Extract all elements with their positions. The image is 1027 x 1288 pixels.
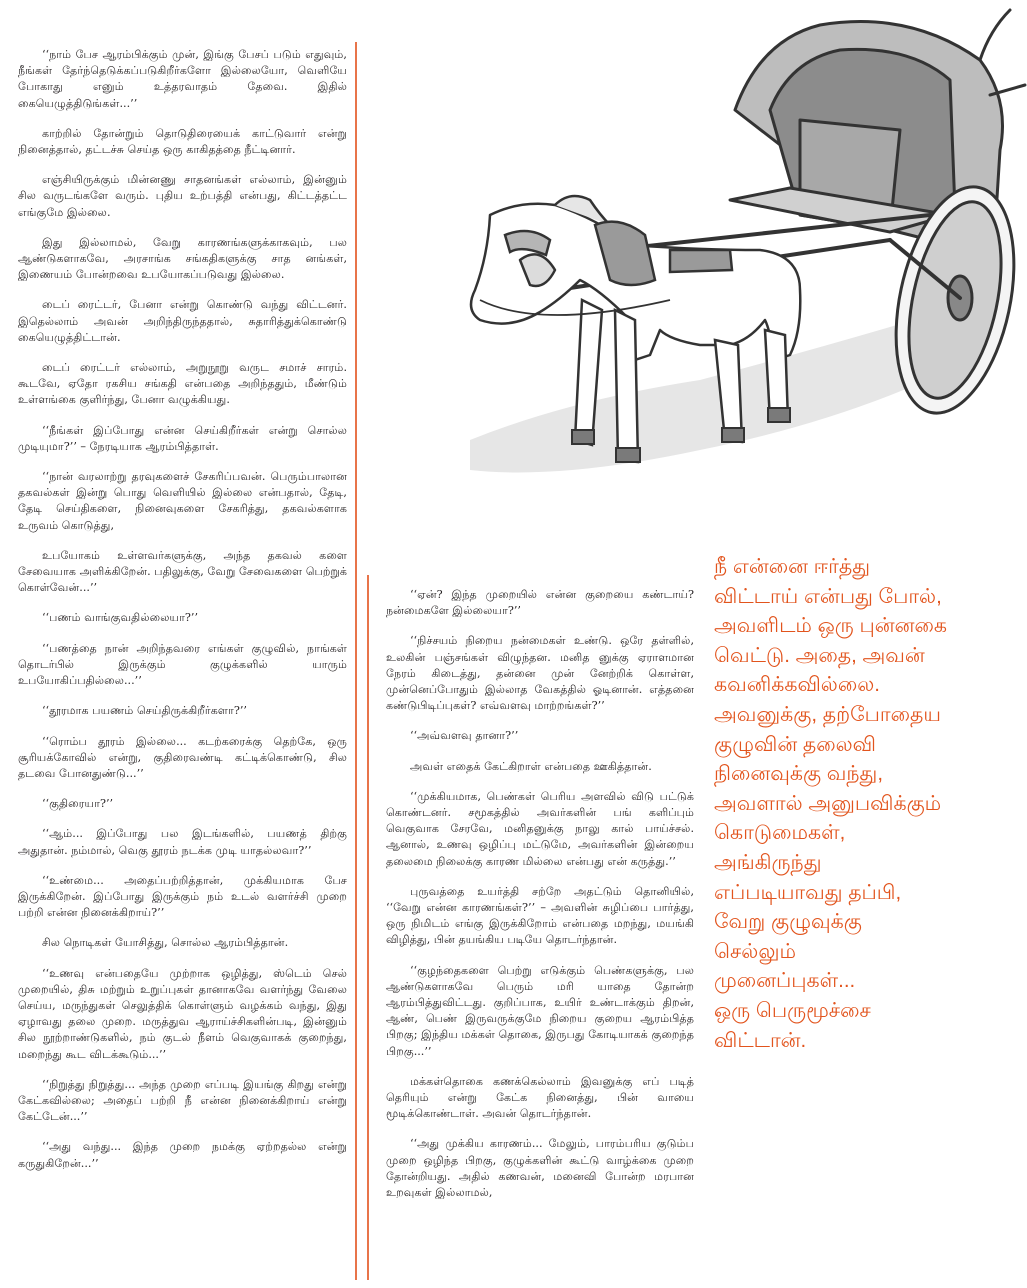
col1-paragraph-9: உபயோகம் உள்ளவர்களுக்கு, அந்த தகவல் களை சேவையாக அளிக்கிறேன். பதிலுக்கு, வேறு சேவைகளை பெற்றுக் கொள்வேன்...’’ bbox=[18, 548, 347, 595]
pull-quote-line: அவளிடம் ஒரு புன்னகை bbox=[714, 614, 947, 638]
article-column-1 bbox=[18, 47, 347, 1279]
pull-quote-line: அவனுக்கு, தற்போதைய bbox=[714, 702, 941, 726]
col2-paragraph-7: ‘‘குழந்தைகளை பெற்று எடுக்கும் பெண்களுக்கு, பல ஆண்டுகளாகவே பெரும் மரி யாதை தோன்ற ஆரம்பித்துவிட்டது. குறிப்பாக, உயிர் உண்டாக்கும் திறன், ஆண், பெண் இருவருக்குமே நிறைய குறைய ஆரம்பித்த பிறகு; இந்திய மக்கள் தொகை, இருபது கோடியாகக் குறைந்த பிறகு...’’ bbox=[386, 963, 694, 1058]
col2-paragraph-8: மக்கள்தொகை கணக்கெல்லாம் இவனுக்கு எப் படித் தெரியும் என்று கேட்க நினைத்து, பின் வாயை மூடிக்கொண்டாள். அவன் தொடர்ந்தான். bbox=[386, 1074, 694, 1121]
col1-paragraph-10: ‘‘பணம் வாங்குவதில்லையா?’’ bbox=[42, 611, 199, 625]
col1-paragraph-17: சில நொடிகள் யோசித்து, சொல்ல ஆரம்பித்தான். bbox=[42, 936, 289, 950]
col1-paragraph-2: காற்றில் தோன்றும் தொடுதிரையைக் காட்டுவார் என்று நினைத்தால், தட்டச்சு செய்த ஒரு காகிதத்தை நீட்டினார். bbox=[18, 126, 347, 157]
col2-paragraph-9: ‘‘அது முக்கிய காரணம்... மேலும், பாரம்பரிய குடும்ப முறை ஒழிந்த பிறகு, குழுக்களின் கூட்டு வாழ்க்கை முறை தோன்றியது. அதில் கணவன், மனைவி போன்ற மரபான உறவுகள் இல்லாமல், bbox=[386, 1137, 694, 1200]
col1-paragraph-4: இது இல்லாமல், வேறு காரணங்களுக்காகவும், பல ஆண்டுகளாகவே, அரசாங்க சங்கதிகளுக்கு சாத னங்கள், இணையம் போன்றவை உபயோகப்படுவது இல்லை. bbox=[18, 235, 347, 282]
col2-paragraph-2: ‘‘நிச்சயம் நிறைய நன்மைகள் உண்டு. ஒரே தள்ளில், உலகின் பஞ்சங்கள் விழுந்தன. மனித னுக்கு ஏராளமான நேரம் கிடைத்து, தன்னை முன் னேற்றிக் கொள்ள, முன்னெப்போதும் இல்லாத வேகத்தில் ஓடினான். எத்தனை கண்டுபிடிப்புகள்? எவ்வளவு மாற்றங்கள்?’’ bbox=[386, 634, 694, 713]
pull-quote-line: நினைவுக்கு வந்து, bbox=[714, 762, 884, 786]
col2-paragraph-6: புருவத்தை உயர்த்தி சற்றே அதட்டும் தொனியில், ‘‘வேறு என்ன காரணங்கள்?’’ – அவளின் சுழிப்பை பார்த்து, ஒரு நிமிடம் எங்கு இருக்கிறோம் என்பதை மறந்து, மயங்கி விழித்து, பின் தயங்கிய படியே தொடர்ந்தான். bbox=[386, 884, 694, 947]
horse-cart-illustration bbox=[370, 0, 1027, 500]
pull-quote-line: முனைப்புகள்... bbox=[714, 969, 856, 993]
article-column-2 bbox=[386, 587, 694, 1277]
pull-quote-line: கவனிக்கவில்லை. bbox=[714, 673, 880, 697]
col1-paragraph-13: ‘‘ரொம்ப தூரம் இல்லை... கடற்கரைக்கு தெற்கே, ஒரு சூரியக்கோவில் என்று, குதிரைவண்டி கட்டிக்கொண்டு, சில தடவை போனதுண்டு...’’ bbox=[18, 734, 347, 780]
col1-paragraph-11: ‘‘பணத்தை நான் அறிந்தவரை எங்கள் குழுவில், நாங்கள் தொடர்பில் இருக்கும் குழுக்களில் யாரும் உபயோகிப்பதில்லை...’’ bbox=[18, 641, 347, 688]
col1-paragraph-8: ‘‘நான் வரலாற்று தரவுகளைச் சேகரிப்பவன். பெரும்பாலான தகவல்கள் இன்று பொது வெளியில் இல்லை என்பதால், தேடி, தேடி செய்திகளை, நினைவுகளை சேகரித்து, தகவல்களாக உருவம் கொடுத்து, bbox=[18, 470, 347, 532]
pull-quote-line: விட்டாய் என்பது போல், bbox=[714, 584, 942, 608]
col1-paragraph-7: ‘‘நீங்கள் இப்போது என்ன செய்கிறீர்கள் என்று சொல்ல முடியுமா?’’ – நேரடியாக ஆரம்பித்தாள். bbox=[18, 423, 347, 453]
col1-paragraph-16: ‘‘உண்மை... அதைப்பற்றித்தான், முக்கியமாக பேச இருக்கிறேன். இப்போது இருக்கும் நம் உடல் வளர்ச்சி முறை பற்றி என்ன நினைக்கிறாய்?’’ bbox=[18, 873, 347, 920]
column-divider-1 bbox=[355, 42, 357, 1280]
col1-paragraph-18: ‘‘உணவு என்பதையே முற்றாக ஒழித்து, ஸ்டெம் செல் முறையில், திசு மற்றும் உறுப்புகள் தானாகவே வளர்ந்து வேலை செய்ய, மருந்துகள் செலுத்திக் கொள்ளும் வழக்கம் வந்து, இது ஏழாவது தலை முறை. மருத்துவ ஆராய்ச்சிகளின்படி, இன்னும் சில நூற்றாண்டுகளில், நம் குடல் நீளம் வெகுவாகக் குறைந்து, மறைந்து கூட விடக்கூடும்...’’ bbox=[18, 966, 347, 1061]
pull-quote-line: விட்டான். bbox=[714, 1028, 807, 1052]
col1-paragraph-1: ‘‘நாம் பேச ஆரம்பிக்கும் முன், இங்கு பேசப் படும் எதுவும், நீங்கள் தேர்ந்தெடுக்கப்படுகிறீர்களோ இல்லையோ, வெளியே போகாது எனும் உத்தரவாதம் தேவை. இதில் கையெழுத்திடுங்கள்...’’ bbox=[18, 48, 347, 110]
col1-paragraph-5: டைப் ரைட்டர், பேனா என்று கொண்டு வந்து விட்டனர். இதெல்லாம் அவன் அறிந்திருந்ததால், சுதாரித்துக்கொண்டு கையெழுத்திட்டான். bbox=[18, 298, 347, 344]
pull-quote-line: எப்படியாவது தப்பி, bbox=[714, 880, 902, 904]
col2-paragraph-1: ‘‘ஏன்? இந்த முறையில் என்ன குறையை கண்டாய்? நன்மைகளே இல்லையா?’’ bbox=[386, 588, 694, 618]
col2-paragraph-4: அவள் எதைக் கேட்கிறாள் என்பதை ஊகித்தான். bbox=[410, 759, 652, 773]
column-divider-2 bbox=[367, 575, 369, 1280]
pull-quote-line: குழுவின் தலைவி bbox=[714, 732, 876, 756]
pull-quote-line: அவளால் அனுபவிக்கும் bbox=[714, 791, 942, 815]
col1-paragraph-15: ‘‘ஆம்... இப்போது பல இடங்களில், பயணத் திற்கு அதுதான். நம்மால், வெகு தூரம் நடக்க முடி யாதல்லவா?’’ bbox=[18, 827, 347, 857]
col1-paragraph-3: எஞ்சியிருக்கும் மின்னணு சாதனங்கள் எல்லாம், இன்னும் சில வருடங்களே வரும். புதிய உற்பத்தி என்பது, கிட்டத்தட்ட எங்குமே இல்லை. bbox=[18, 173, 347, 219]
col1-paragraph-6: டைப் ரைட்டர் எல்லாம், அறுநூறு வருட சமாச் சாரம். கூடவே, ஏதோ ரகசிய சங்கதி என்பதை அறிந்ததும், மீண்டும் உள்ளங்கை குளிர்ந்து, பேனா வழுக்கியது. bbox=[18, 361, 347, 407]
col2-paragraph-3: ‘‘அவ்வளவு தானா?’’ bbox=[410, 729, 519, 743]
pull-quote-line: செல்லும் bbox=[714, 939, 796, 963]
col2-paragraph-5: ‘‘முக்கியமாக, பெண்கள் பெரிய அளவில் விடு பட்டுக் கொண்டனர். சமூகத்தில் அவர்களின் பங் களிப்பும் வெகுவாக சேரவே, மனிதனுக்கு நாலு கால் பாய்ச்சல். ஆனால், உணவு ஒழிப்பு மட்டுமே, அவர்களின் இன்றைய தலைமை நிலைக்கு காரண மில்லை என்பது என் கருத்து.’’ bbox=[386, 789, 694, 868]
col1-paragraph-19: ‘‘நிறுத்து நிறுத்து... அந்த முறை எப்படி இயங்கு கிறது என்று கேட்கவில்லை; அதைப் பற்றி நீ என்ன நினைக்கிறாய் என்று கேட்டேன்...’’ bbox=[18, 1077, 347, 1124]
col1-paragraph-20: ‘‘அது வந்து... இந்த முறை நமக்கு ஏற்றதல்ல என்று கருதுகிறேன்...’’ bbox=[18, 1140, 347, 1170]
pull-quote-line: ஒரு பெருமூச்சை bbox=[714, 998, 871, 1022]
pull-quote-line: வேறு குழுவுக்கு bbox=[714, 910, 862, 934]
pull-quote-line: வெட்டு. அதை, அவன் bbox=[714, 643, 925, 667]
pull-quote-line: கொடுமைகள், bbox=[714, 821, 846, 845]
col1-paragraph-14: ‘‘குதிரையா?’’ bbox=[42, 797, 114, 811]
pull-quote-line: நீ என்னை ஈர்த்து bbox=[714, 555, 870, 578]
col1-paragraph-12: ‘‘தூரமாக பயணம் செய்திருக்கிறீர்களா?’’ bbox=[42, 704, 247, 718]
pull-quote bbox=[714, 552, 1004, 1055]
pull-quote-line: அங்கிருந்து bbox=[714, 850, 822, 874]
